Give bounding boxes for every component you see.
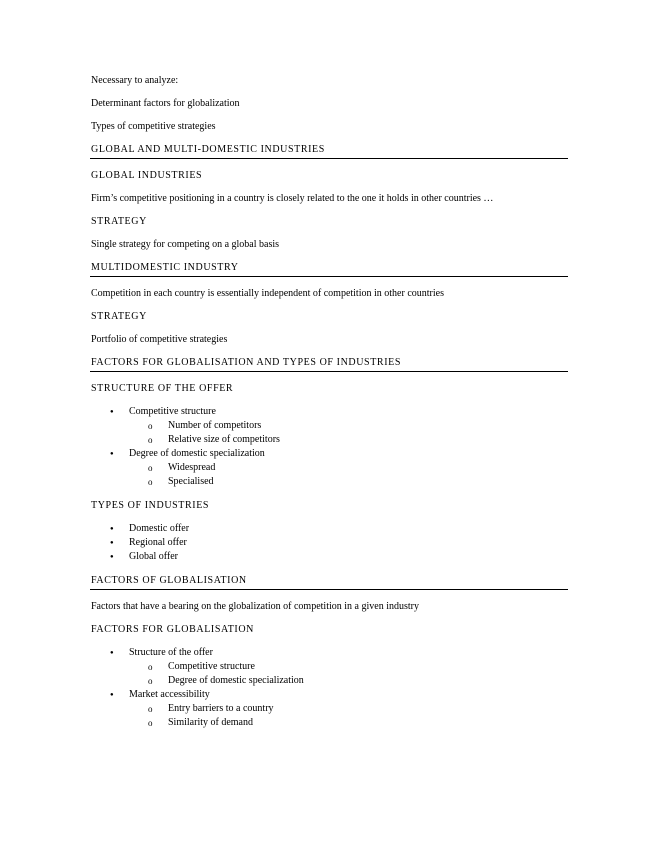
section-heading-factors-types: FACTORS FOR GLOBALISATION AND TYPES OF INDUSTRIES bbox=[90, 356, 568, 372]
intro-item: Types of competitive strategies bbox=[91, 121, 216, 132]
section-heading-global-multidomestic: GLOBAL AND MULTI-DOMESTIC INDUSTRIES bbox=[90, 143, 568, 159]
structure-list bbox=[90, 405, 568, 489]
list-item bbox=[90, 646, 568, 688]
subheading-types-industries: TYPES OF INDUSTRIES bbox=[91, 500, 210, 511]
sub-list-item: o Degree of domestic specialization bbox=[129, 674, 568, 688]
types-list bbox=[90, 522, 568, 564]
intro-item: Determinant factors for globalization bbox=[91, 98, 240, 109]
subheading-structure-offer: STRUCTURE OF THE OFFER bbox=[91, 383, 234, 394]
sub-list-item: o Widespread bbox=[129, 461, 568, 475]
sub-list bbox=[129, 419, 568, 447]
list-item: ● Domestic offer bbox=[90, 522, 568, 536]
list-item: ● Regional offer bbox=[90, 536, 568, 550]
paragraph: Factors that have a bearing on the globalization of competition in a given industry bbox=[91, 601, 419, 612]
paragraph: Firm’s competitive positioning in a country is closely related to the one it holds in other countries … bbox=[91, 193, 494, 204]
paragraph: Single strategy for competing on a global basis bbox=[91, 239, 280, 250]
subheading-factors-for-globalisation: FACTORS FOR GLOBALISATION bbox=[91, 624, 254, 635]
list-item bbox=[90, 688, 568, 730]
list-item bbox=[90, 405, 568, 447]
list-item: ● Global offer bbox=[90, 550, 568, 564]
sub-list-item: o Entry barriers to a country bbox=[129, 702, 568, 716]
subheading-strategy: STRATEGY bbox=[91, 311, 147, 322]
paragraph: Portfolio of competitive strategies bbox=[91, 334, 228, 345]
sub-list bbox=[129, 660, 568, 688]
paragraph: Competition in each country is essentially independent of competition in other countries bbox=[91, 288, 444, 299]
subheading-global-industries: GLOBAL INDUSTRIES bbox=[91, 170, 203, 181]
document-page bbox=[90, 74, 568, 740]
sub-list-item: o Number of competitors bbox=[129, 419, 568, 433]
factors-list bbox=[90, 646, 568, 730]
sub-list bbox=[129, 702, 568, 730]
sub-list-item: o Similarity of demand bbox=[129, 716, 568, 730]
list-item bbox=[90, 447, 568, 489]
list-item-label: Structure of the offer bbox=[129, 647, 213, 658]
subheading-strategy: STRATEGY bbox=[91, 216, 147, 227]
sub-list-item: o Competitive structure bbox=[129, 660, 568, 674]
sub-list bbox=[129, 461, 568, 489]
sub-list-item: o Specialised bbox=[129, 475, 568, 489]
sub-list-item: o Relative size of competitors bbox=[129, 433, 568, 447]
intro-text: Necessary to analyze: bbox=[91, 75, 179, 86]
section-heading-multidomestic: MULTIDOMESTIC INDUSTRY bbox=[90, 261, 568, 277]
section-heading-factors-globalisation: FACTORS OF GLOBALISATION bbox=[90, 574, 568, 590]
list-item-label: Market accessibility bbox=[129, 689, 210, 700]
list-item-label: Degree of domestic specialization bbox=[129, 448, 265, 459]
list-item-label: Competitive structure bbox=[129, 406, 216, 417]
